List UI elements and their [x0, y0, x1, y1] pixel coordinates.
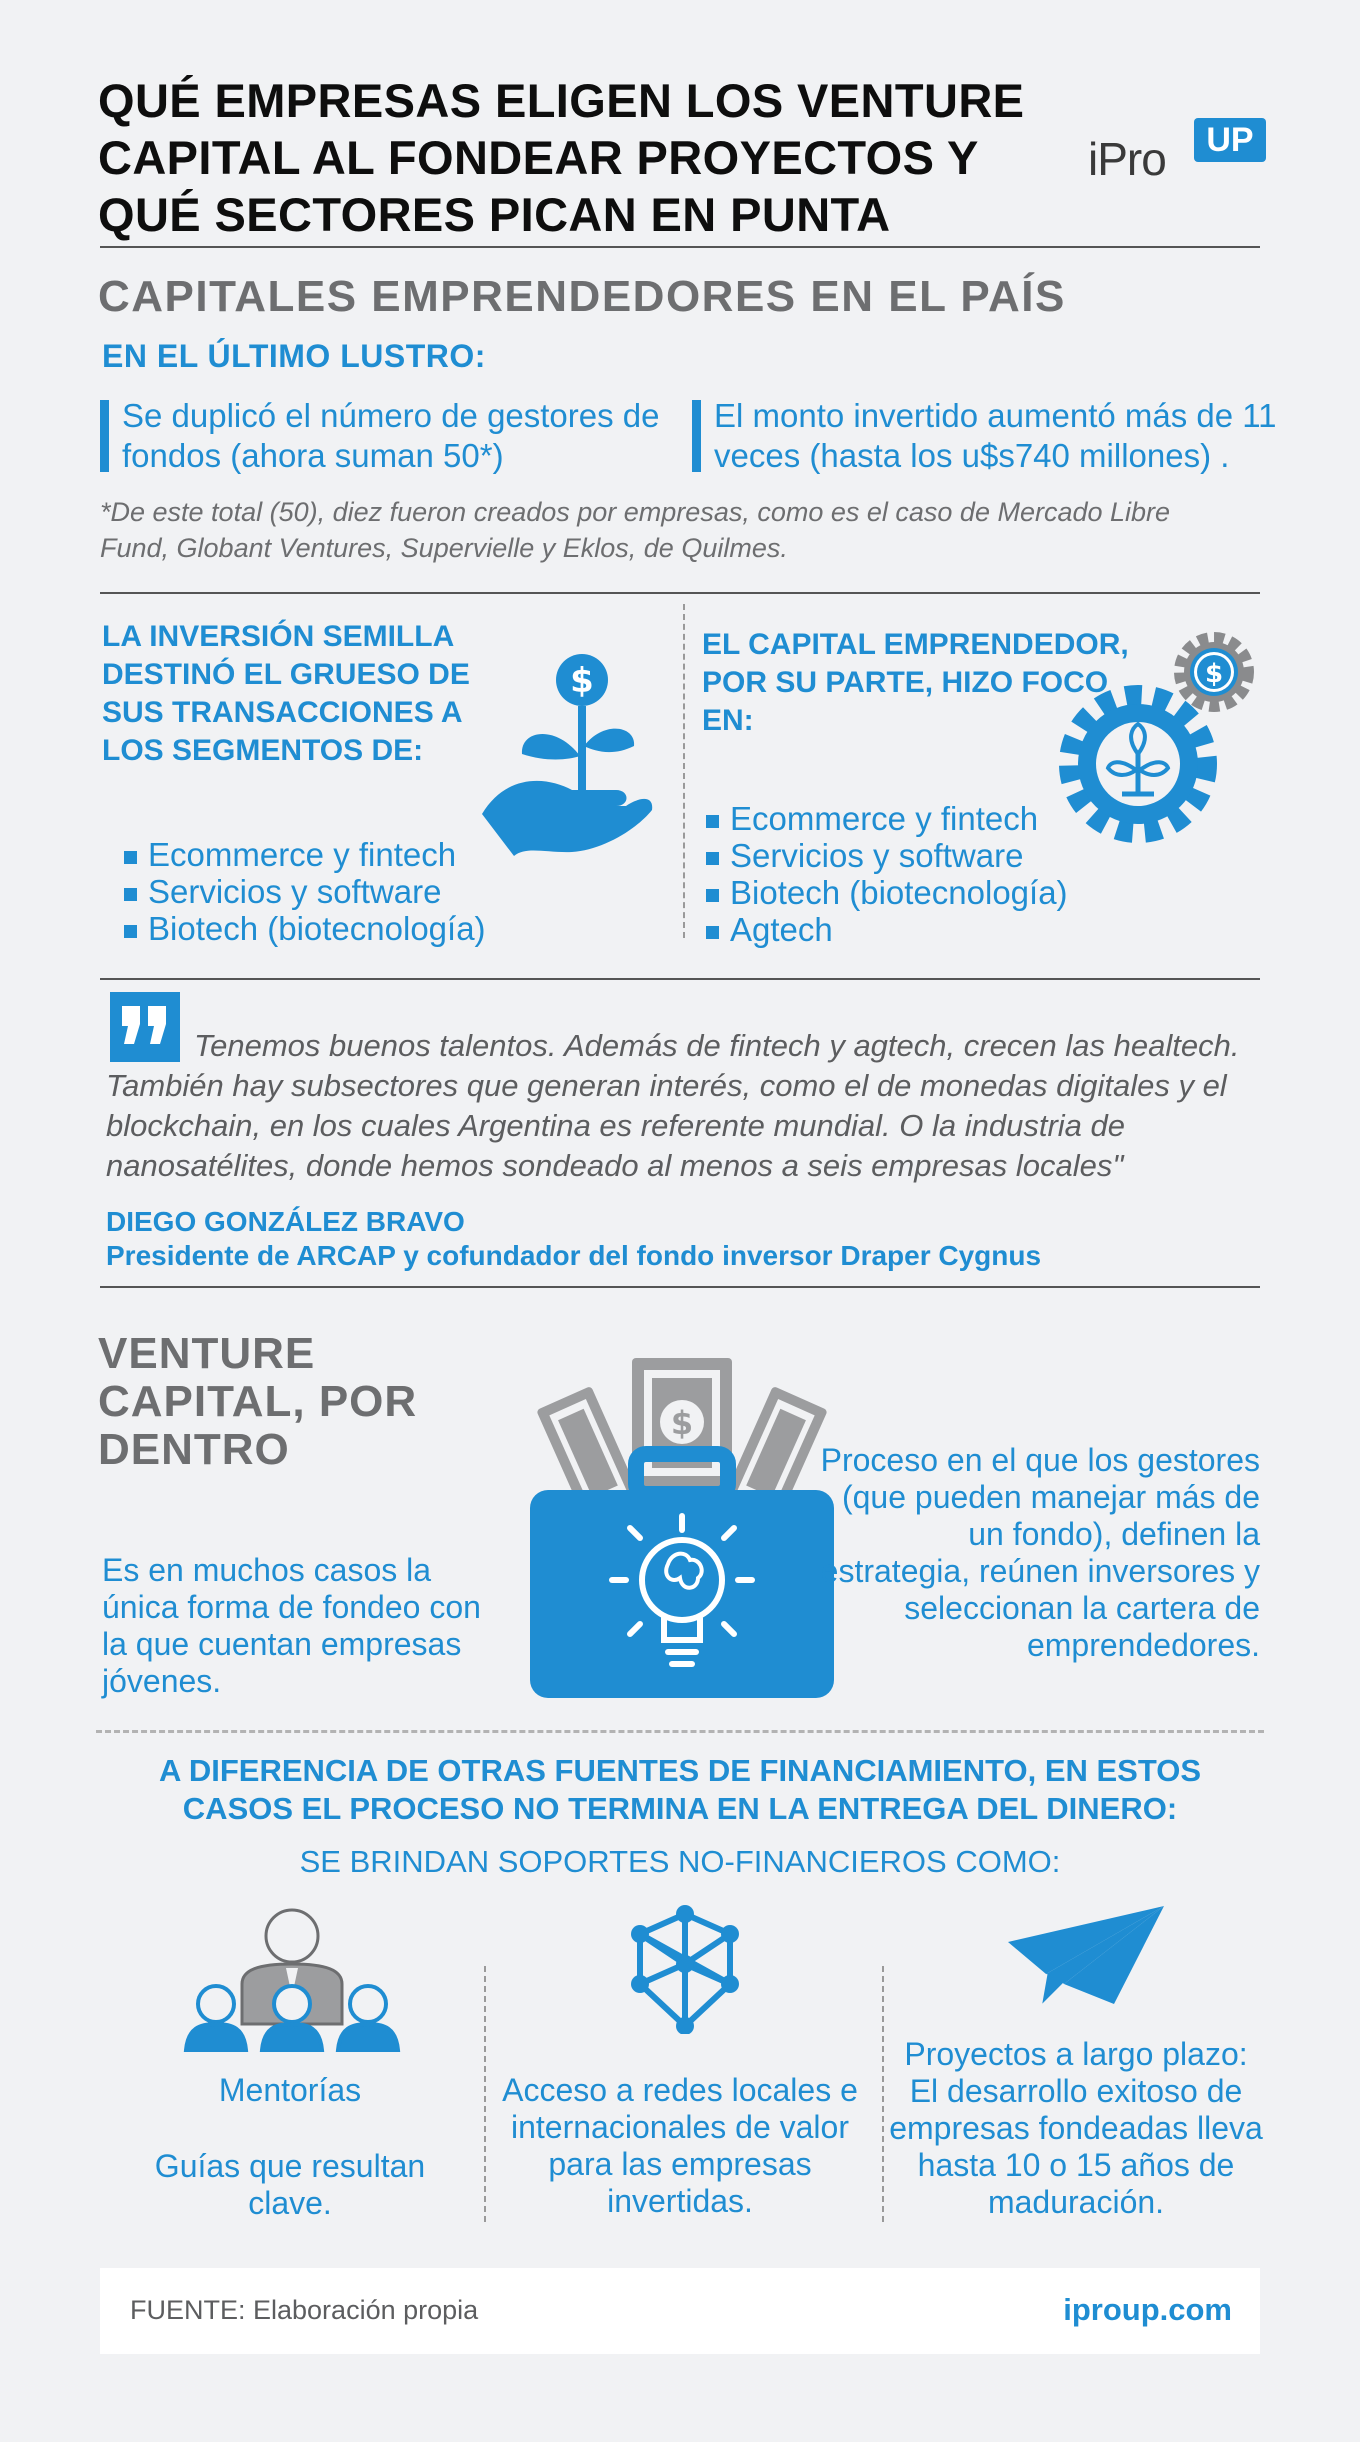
network-description: Acceso a redes locales e internacionales de valor para las empresas invertidas.	[502, 2072, 858, 2219]
source-text: FUENTE: Elaboración propia	[130, 2295, 479, 2325]
divider	[100, 246, 1260, 248]
quote-author-role: Presidente de ARCAP y cofundador del fondo inversor Draper Cygnus	[106, 1240, 1042, 1271]
column-divider	[882, 1966, 884, 2222]
briefcase-money-idea-icon	[522, 1352, 842, 1712]
svg-text:$: $	[670, 1404, 694, 1442]
footer	[100, 2268, 1260, 2354]
seed-segments-list	[124, 836, 486, 947]
gear-plant-icon	[1050, 628, 1264, 848]
logo-badge: UP	[1194, 118, 1266, 162]
vc-focus-list	[706, 800, 1068, 948]
logo-text: iPro	[1088, 133, 1166, 185]
list-item: Agtech	[706, 911, 1068, 948]
divider	[100, 978, 1260, 980]
difference-title: A DIFERENCIA DE OTRAS FUENTES DE FINANCIAMIENTO, EN ESTOS CASOS EL PROCESO NO TERMINA EN LA ENTREGA DEL DINERO:	[158, 1753, 1202, 1826]
plant-hand-icon	[476, 646, 656, 866]
paper-plane-icon	[1006, 1904, 1166, 2014]
site-link[interactable]: iproup.com	[1063, 2292, 1232, 2327]
mentors-label: Mentorías	[218, 2072, 362, 2108]
divider	[100, 1286, 1260, 1288]
section-title-capitales: CAPITALES EMPRENDEDORES EN EL PAÍS	[98, 272, 1066, 321]
divider	[100, 592, 1260, 594]
stat-fund-managers: Se duplicó el número de gestores de fondos (ahora suman 50*)	[100, 396, 660, 476]
column-divider	[683, 604, 685, 938]
footnote: *De este total (50), diez fueron creados por empresas, como es el caso de Mercado Libre Fund, Globant Ventures, Supervielle y Eklos, de Quilmes.	[100, 497, 1171, 563]
quote-text: Tenemos buenos talentos. Además de fintech y agtech, crecen las healtech. También hay subsectores que generan interés, como el de monedas digitales y el blockchain, en los cuales Argentina es referente mundial. O la industria de nanosatélites, donde hemos sondeado al menos a seis empresas locales"	[106, 1028, 1240, 1183]
seed-investment-title: LA INVERSIÓN SEMILLA DESTINÓ EL GRUESO DE SUS TRANSACCIONES A LOS SEGMENTOS DE:	[102, 620, 470, 767]
list-item: Biotech (biotecnología)	[124, 910, 486, 947]
mentors-icon	[182, 1904, 402, 2054]
vc-left-description: Es en muchos casos la única forma de fondeo con la que cuentan empresas jóvenes.	[102, 1552, 481, 1699]
vc-right-description: Proceso en el que los gestores (que pueden manejar más de un fondo), definen la estrategia, reúnen inversores y seleccionan la cartera de emprendedores.	[820, 1442, 1260, 1663]
svg-text:$: $	[1204, 659, 1224, 689]
svg-text:$: $	[570, 661, 594, 701]
list-item: Biotech (biotecnología)	[706, 874, 1068, 911]
list-item: Ecommerce y fintech	[124, 836, 486, 873]
iproup-logo	[1088, 118, 1263, 188]
list-item: Servicios y software	[706, 837, 1068, 874]
list-item: Ecommerce y fintech	[706, 800, 1068, 837]
list-item: Servicios y software	[124, 873, 486, 910]
network-icon	[620, 1904, 750, 2034]
venture-capital-title: EL CAPITAL EMPRENDEDOR, POR SU PARTE, HIZO FOCO EN:	[702, 628, 1129, 737]
quote-author: DIEGO GONZÁLEZ BRAVO	[106, 1206, 465, 1237]
vc-inside-title: VENTURE CAPITAL, POR DENTRO	[98, 1329, 418, 1474]
dashed-divider	[96, 1730, 1264, 1733]
support-subtitle: SE BRINDAN SOPORTES NO-FINANCIEROS COMO:	[299, 1844, 1061, 1879]
main-title: QUÉ EMPRESAS ELIGEN LOS VENTURE CAPITAL AL FONDEAR PROYECTOS Y QUÉ SECTORES PICAN EN PUNTA	[98, 74, 1025, 241]
column-divider	[484, 1966, 486, 2222]
stat-invested-amount: El monto invertido aumentó más de 11 veces (hasta los u$s740 millones) .	[692, 396, 1292, 476]
long-term-description: Proyectos a largo plazo: El desarrollo exitoso de empresas fondeadas lleva hasta 10 o 15 años de maduración.	[889, 2036, 1263, 2220]
mentors-description: Guías que resultan clave.	[154, 2148, 426, 2221]
subtitle-ultimo-lustro: EN EL ÚLTIMO LUSTRO:	[102, 338, 486, 374]
